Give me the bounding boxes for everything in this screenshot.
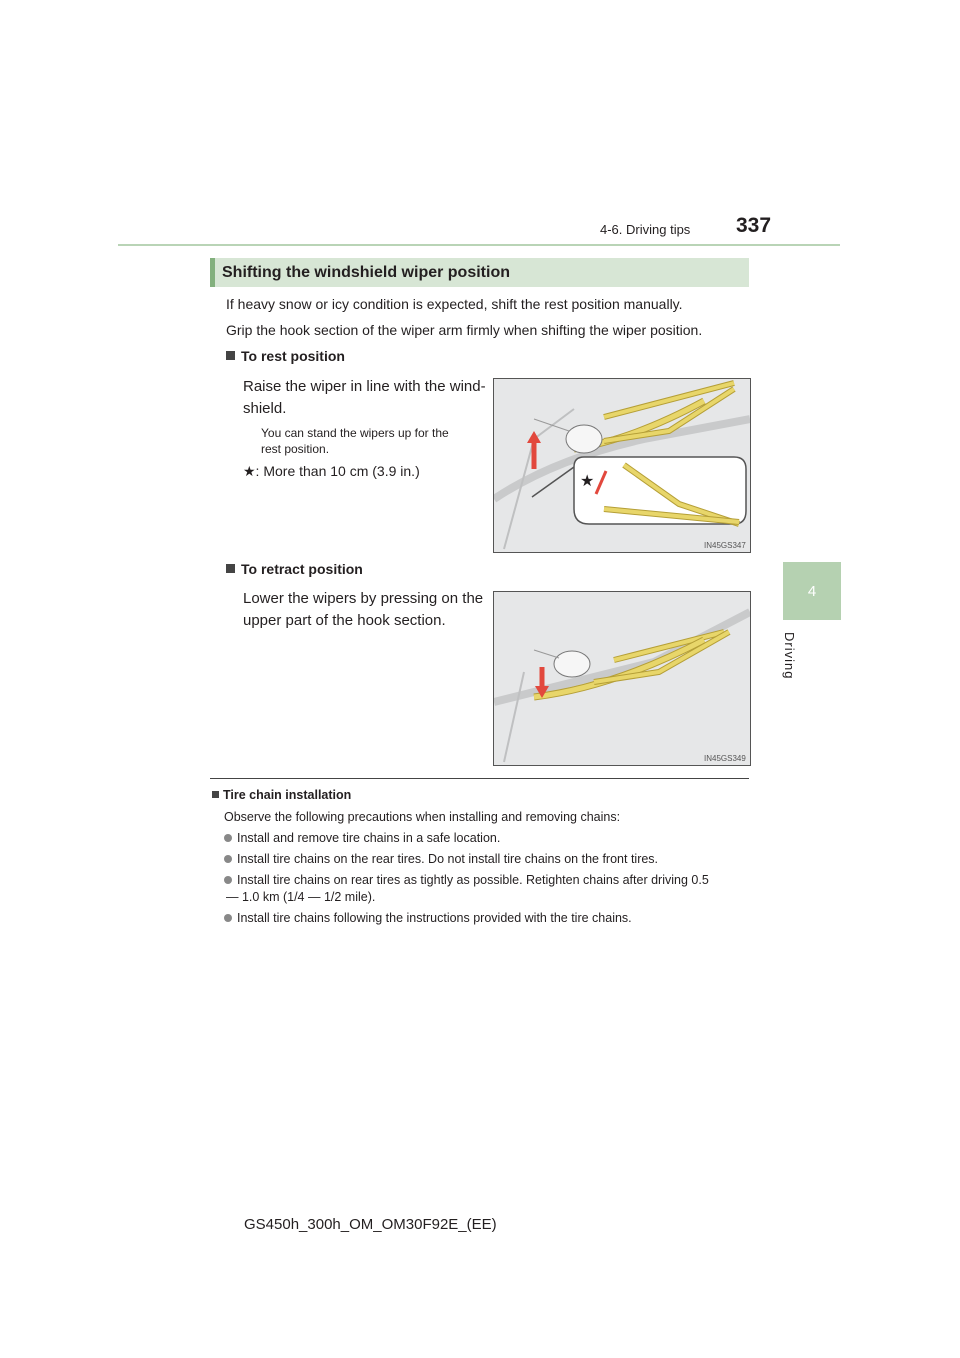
notes-divider	[210, 778, 749, 779]
figure-rest-position	[493, 378, 751, 553]
square-bullet-icon	[226, 351, 235, 360]
header-rule	[118, 244, 840, 246]
rest-position-heading-text: To rest position	[241, 348, 345, 364]
chapter-tab-number: 4	[807, 582, 817, 600]
retract-instruction-line-2: upper part of the hook section.	[243, 612, 446, 629]
circle-bullet-icon	[224, 876, 232, 884]
note-item-text: Install tire chains following the instructions provided with the tire chains.	[237, 911, 632, 925]
running-header-section: 4-6. Driving tips	[600, 222, 691, 237]
figure-retract-position	[493, 591, 751, 766]
rest-note-line-2: rest position.	[261, 442, 330, 456]
notes-heading-text: Tire chain installation	[223, 788, 352, 802]
rest-position-illustration	[494, 379, 750, 552]
figure-code-retract: IN45GS349	[704, 754, 746, 763]
rest-note-line-1: You can stand the wipers up for the	[261, 426, 449, 440]
section-title: Shifting the windshield wiper position	[222, 264, 510, 281]
note-item-text: Install tire chains on the rear tires. Do not install tire chains on the front tires.	[237, 852, 659, 866]
notes-intro: Observe the following precautions when installing and removing chains:	[224, 810, 621, 824]
rest-note	[261, 425, 449, 457]
page-number: 337	[736, 214, 772, 237]
square-bullet-icon	[212, 791, 219, 798]
note-item	[224, 872, 752, 889]
intro-paragraph-2: Grip the hook section of the wiper arm firmly when shifting the wiper position.	[226, 322, 703, 338]
circle-bullet-icon	[224, 914, 232, 922]
note-item-continuation: — 1.0 km (1/4 — 1/2 mile).	[226, 890, 376, 904]
retract-position-heading	[226, 561, 363, 577]
rest-instruction-line-2: shield.	[243, 400, 287, 417]
retract-position-illustration	[494, 592, 750, 765]
retract-instruction	[243, 588, 483, 632]
intro-paragraph-1: If heavy snow or icy condition is expected, shift the rest position manually.	[226, 296, 683, 312]
circle-bullet-icon	[224, 855, 232, 863]
figure-star-marker: ★	[580, 473, 595, 490]
figure-code-rest: IN45GS347	[704, 541, 746, 550]
note-item	[224, 851, 658, 868]
document-code-footer: GS450h_300h_OM_OM30F92E_(EE)	[244, 1216, 497, 1233]
notes-heading	[212, 788, 351, 802]
square-bullet-icon	[226, 564, 235, 573]
retract-instruction-line-1: Lower the wipers by pressing on the	[243, 590, 484, 607]
chapter-tab-label: Driving	[782, 632, 797, 680]
note-item-text: Install tire chains on rear tires as tightly as possible. Retighten chains after driving 0.5	[237, 873, 709, 887]
circle-bullet-icon	[224, 834, 232, 842]
note-item	[224, 830, 500, 847]
rest-instruction-line-1: Raise the wiper in line with the wind-	[243, 378, 486, 395]
retract-position-heading-text: To retract position	[241, 561, 363, 577]
note-item	[224, 910, 632, 927]
note-item-text: Install and remove tire chains in a safe location.	[237, 831, 501, 845]
rest-instruction	[243, 376, 486, 420]
rest-star-note: ★: More than 10 cm (3.9 in.)	[243, 463, 420, 479]
rest-position-heading	[226, 348, 345, 364]
